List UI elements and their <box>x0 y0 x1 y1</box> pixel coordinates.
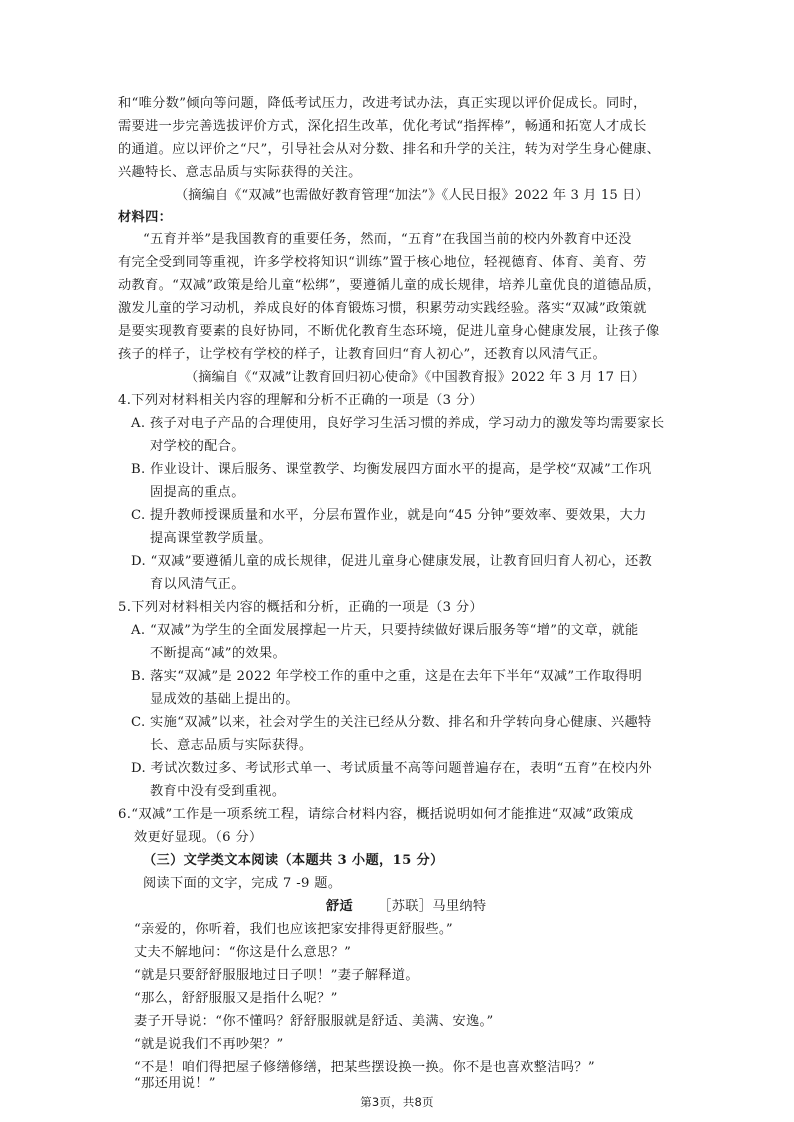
option-a: A. 孩子对电子产品的合理使用，良好学习生活习惯的养成，学习动力的激发等均需要家长 <box>131 416 665 431</box>
paragraph-line: “五育并举”是我国教育的重要任务，然而，“五育”在我国当前的校内外教育中还没 <box>143 232 632 247</box>
option-d: D. 考试次数过多、考试形式单一、考试质量不高等问题普遍存在，表明“五育”在校内外 <box>131 761 653 776</box>
option-d: D. “双减”要遵循儿童的成长规律，促进儿童身心健康发展，让教育回归育人初心，还教 <box>131 554 653 569</box>
paragraph-line: 有完全受到同等重视，许多学校将知识“训练”置于核心地位，轻视德育、体育、美育、劳 <box>118 255 647 270</box>
option-b-cont: 显成效的基础上提出的。 <box>150 692 299 707</box>
paragraph-line: 激发儿童的学习动机，养成良好的体育锻炼习惯，积累劳动实践经验。落实“双减”政策就 <box>118 301 647 316</box>
paragraph-line: 兴趣特长、意志品质与实际获得的关注。 <box>118 165 362 180</box>
story-title: 舒适 <box>326 899 354 914</box>
story-line: 丈夫不解地问：“你这是什么意思？” <box>134 945 352 960</box>
option-a-cont: 不断提高“减”的效果。 <box>150 646 287 661</box>
option-a: A. “双减”为学生的全面发展撑起一片天，只要持续做好课后服务等“增”的文章，就能 <box>131 623 639 638</box>
story-line: “那还用说！” <box>134 1076 216 1091</box>
option-c: C. 提升教师授课质量和水平，分层布置作业，就是向“45 分钟”要效率、要效果，大力 <box>131 508 647 523</box>
source-citation: （摘编自《“双减”让教育回归初心使命》《中国教育报》2022 年 3 月 17 日） <box>185 370 646 385</box>
paragraph-line: 是要实现教育要素的良好协同，不断优化教育生态环境，促进儿童身心健康发展，让孩子像 <box>118 324 660 339</box>
story-line: “就是只要舒舒服服地过日子呗！”妻子解释道。 <box>134 968 419 983</box>
source-citation: （摘编自《“双减”也需做好教育管理“加法”》《人民日报》2022 年 3 月 15 日） <box>175 188 649 203</box>
paragraph-line: 需要进一步完善选拔评价方式，深化招生改革，优化考试“指挥棒”，畅通和拓宽人才成长 <box>118 119 647 134</box>
question-stem-cont: 效更好显现。（6 分） <box>134 830 263 845</box>
option-c-cont: 提高课堂教学质量。 <box>150 531 272 546</box>
option-c: C. 实施“双减”以来，社会对学生的关注已经从分数、排名和升学转向身心健康、兴趣特 <box>131 715 652 730</box>
option-b: B. 落实“双减”是 2022 年学校工作的重中之重，这是在去年下半年“双减”工作取得明 <box>131 669 643 684</box>
story-line: “就是说我们不再吵架？” <box>134 1037 284 1052</box>
paragraph-line: 孩子的样子，让学校有学校的样子，让教育回归“育人初心”，还教育以风清气正。 <box>118 347 606 362</box>
option-d-cont: 教育中没有受到重视。 <box>150 784 286 799</box>
option-c-cont: 长、意志品质与实际获得。 <box>150 738 313 753</box>
story-title-line <box>326 899 486 915</box>
question-stem: 5.下列对材料相关内容的概括和分析，正确的一项是（3 分） <box>118 600 483 615</box>
paragraph-line: 动教育。“双减”政策是给儿童“松绑”，要遵循儿童的成长规律，培养儿童优良的道德品质， <box>118 278 661 293</box>
material-heading: 材料四： <box>118 210 173 225</box>
paragraph-line: 的通道。应以评价之“尺”，引导社会从对分数、排名和升学的关注，转为对学生身心健康、 <box>118 142 661 157</box>
section-heading: （三）文学类文本阅读（本题共 3 小题，15 分） <box>143 853 444 868</box>
option-b: B. 作业设计、课后服务、课堂教学、均衡发展四方面水平的提高，是学校“双减”工作巩 <box>131 462 652 477</box>
story-author: ［苏联］马里纳特 <box>378 899 487 914</box>
story-line: 妻子开导说：“你不懂吗？舒舒服服就是舒适、美满、安逸。” <box>134 1014 494 1029</box>
paragraph-line: 和“唯分数”倾向等问题，降低考试压力，改进考试办法，真正实现以评价促成长。同时， <box>118 96 647 111</box>
option-a-cont: 对学校的配合。 <box>150 439 245 454</box>
question-stem: 4.下列对材料相关内容的理解和分析不正确的一项是（3 分） <box>118 393 483 408</box>
option-b-cont: 固提高的重点。 <box>150 485 245 500</box>
story-line: “不是！咱们得把屋子修缮修缮，把某些摆设换一换。你不是也喜欢整洁吗？” <box>134 1060 595 1075</box>
section-instruction: 阅读下面的文字，完成 7 -9 题。 <box>143 876 342 891</box>
page-number: 第3页，共8页 <box>360 1095 434 1109</box>
option-d-cont: 育以风清气正。 <box>150 577 245 592</box>
story-line: “那么，舒舒服服又是指什么呢？” <box>134 991 338 1006</box>
question-stem: 6.“双减”工作是一项系统工程，请综合材料内容，概括说明如何才能推进“双减”政策成 <box>118 807 634 822</box>
story-line: “亲爱的，你听着，我们也应该把家安排得更舒服些。” <box>134 922 453 937</box>
